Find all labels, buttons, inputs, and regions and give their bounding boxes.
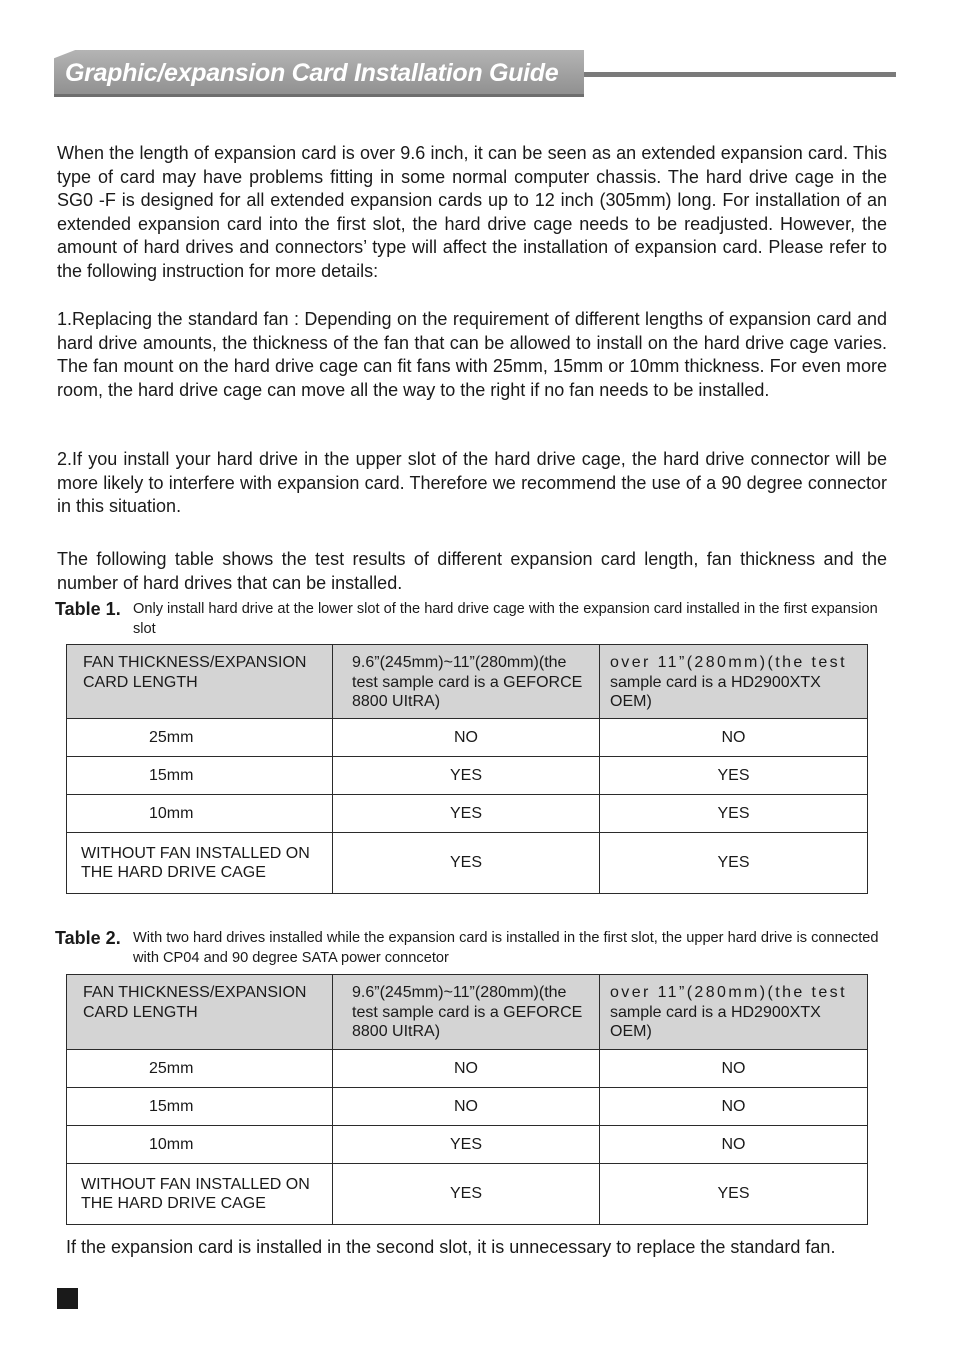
table-2-label: Table 2. <box>55 928 121 948</box>
row-value-over: NO <box>600 1088 868 1126</box>
row-value-over: NO <box>600 1126 868 1164</box>
table-header-row <box>67 645 868 719</box>
table-row <box>67 719 868 757</box>
row-value-range: YES <box>333 833 600 894</box>
header-length-range: 9.6”(245mm)~11”(280mm)(the test sample card is a GEFORCE 8800 UItRA) <box>333 645 600 719</box>
header-over-length <box>600 645 868 719</box>
row-value-over: NO <box>600 719 868 757</box>
table-2-caption-text: With two hard drives installed while the expansion card is installed in the first slot, the upper hard drive is connected with CP04 and 90 degree SATA power conncetor <box>133 930 879 966</box>
row-value-range: YES <box>333 1126 600 1164</box>
table-1-caption-text: Only install hard drive at the lower slot of the hard drive cage with the expansion card installed in the first expansion slot <box>133 601 878 637</box>
page-title: Graphic/expansion Card Installation Guide <box>65 59 559 87</box>
table-2 <box>66 974 868 1225</box>
header-fan-thickness: FAN THICKNESS/EXPANSION CARD LENGTH <box>67 975 333 1050</box>
header-underline <box>54 94 584 97</box>
row-value-over: YES <box>600 833 868 894</box>
table-row <box>67 1088 868 1126</box>
footer-note: If the expansion card is installed in the second slot, it is unnecessary to replace the standard fan. <box>66 1237 836 1257</box>
header-fan-thickness: FAN THICKNESS/EXPANSION CARD LENGTH <box>67 645 333 719</box>
table-row <box>67 1050 868 1088</box>
header-over-length-line-2: sample card is a HD2900XTX OEM) <box>610 673 821 710</box>
table-row <box>67 757 868 795</box>
table-row <box>67 1164 868 1225</box>
header-rule <box>584 72 896 77</box>
row-value-range: NO <box>333 719 600 757</box>
row-value-over: YES <box>600 757 868 795</box>
section-header <box>54 50 896 98</box>
header-length-range: 9.6”(245mm)~11”(280mm)(the test sample card is a GEFORCE 8800 UItRA) <box>333 975 600 1050</box>
table-header-row <box>67 975 868 1050</box>
row-label: WITHOUT FAN INSTALLED ON THE HARD DRIVE CAGE <box>67 833 333 894</box>
row-value-range: YES <box>333 1164 600 1225</box>
row-value-range: YES <box>333 795 600 833</box>
row-label: 10mm <box>67 1126 333 1164</box>
page-marker <box>57 1288 78 1309</box>
row-label: 15mm <box>67 1088 333 1126</box>
row-label: 25mm <box>67 719 333 757</box>
table-row <box>67 1126 868 1164</box>
row-value-over: NO <box>600 1050 868 1088</box>
table-1-label: Table 1. <box>55 599 121 619</box>
row-value-over: YES <box>600 1164 868 1225</box>
header-over-length-line-1: over 11”(280mm)(the test <box>610 984 847 1001</box>
header-over-length-line-2: sample card is a HD2900XTX OEM) <box>610 1003 821 1040</box>
intro-paragraph: When the length of expansion card is over 9.6 inch, it can be seen as an extended expansion card. This type of card may have problems fitting in some normal computer chassis. The hard drive cage in the SG0 -F is designed for all extended expansion cards up to 12 inch (305mm) long. For installation of an extended expansion card into the first slot, the hard drive cage needs to be readjusted. However, the amount of hard drives and connectors’ type will affect the installation of expansion card. Please refer to the following instruction for more details: <box>57 143 887 281</box>
table-row <box>67 795 868 833</box>
row-label: 25mm <box>67 1050 333 1088</box>
row-value-range: NO <box>333 1088 600 1126</box>
row-value-range: NO <box>333 1050 600 1088</box>
row-label: WITHOUT FAN INSTALLED ON THE HARD DRIVE CAGE <box>67 1164 333 1225</box>
header-over-length <box>600 975 868 1050</box>
table-intro-paragraph: The following table shows the test results of different expansion card length, fan thickness and the number of hard drives that can be installed. <box>57 549 887 593</box>
row-label: 15mm <box>67 757 333 795</box>
row-value-range: YES <box>333 757 600 795</box>
header-over-length-line-1: over 11”(280mm)(the test <box>610 654 847 671</box>
point-1-paragraph: 1.Replacing the standard fan : Depending on the requirement of different lengths of expansion card and hard drive amounts, the thickness of the fan that can be allowed to install on the hard drive cage varies. The fan mount on the hard drive cage can fit fans with 25mm, 15mm or 10mm thickness. For even more room, the hard drive cage can move all the way to the right if no fan needs to be installed. <box>57 309 887 400</box>
table-row <box>67 833 868 894</box>
table-1 <box>66 644 868 894</box>
row-label: 10mm <box>67 795 333 833</box>
row-value-over: YES <box>600 795 868 833</box>
point-2-paragraph: 2.If you install your hard drive in the upper slot of the hard drive cage, the hard drive connector will be more likely to interfere with expansion card. Therefore we recommend the use of a 90 degree connector in this situation. <box>57 449 887 517</box>
